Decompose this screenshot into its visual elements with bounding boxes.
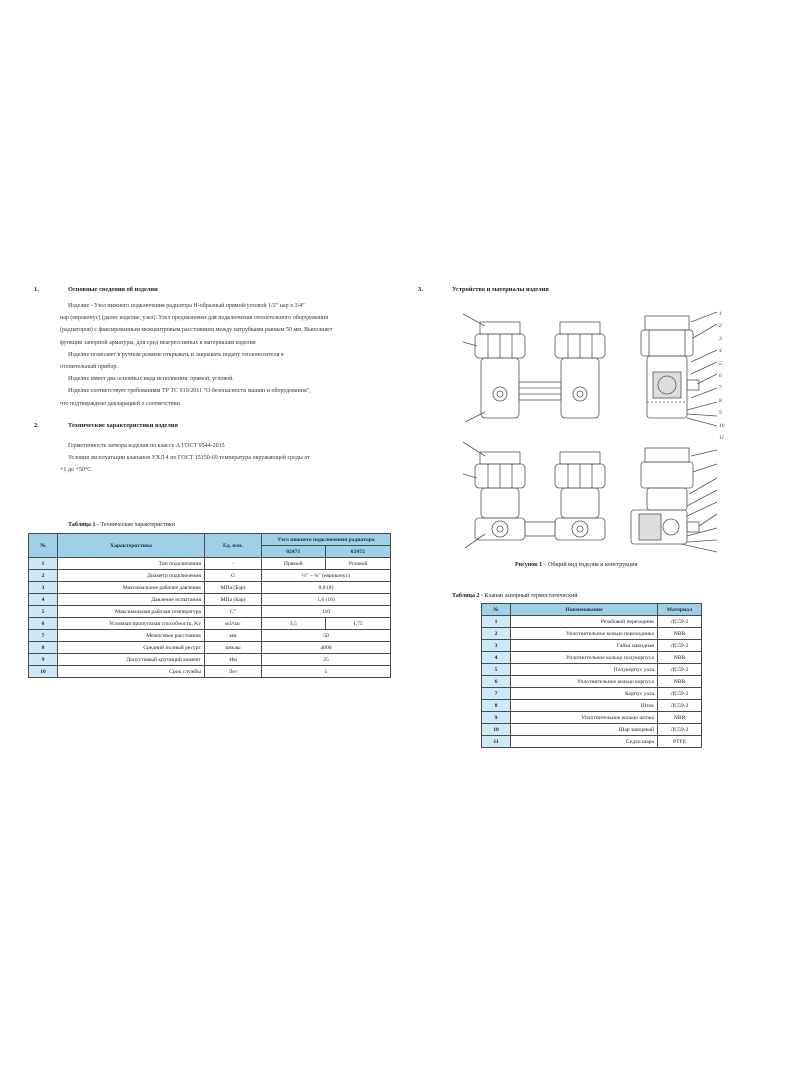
t1-unit: м3/час [205,618,262,630]
figure-label: 1 [719,311,722,317]
section2-text [60,440,390,477]
t2-num: 7 [482,688,511,700]
t2-name: Резьбовой переходник [511,616,658,628]
t1-head-unit: Ед. изм. [205,534,262,558]
s1-line: что подтверждено декларацией о соответствии [60,400,180,407]
t1-name: Условная пропускная способность, Kv [58,618,205,630]
t1-unit: МПа (Бар) [205,582,262,594]
table1-caption-bold: Таблица 1 [68,522,96,528]
t2-material: ЛС59-2 [658,724,702,736]
t1-num: 8 [29,642,58,654]
t1-name: Максимальная рабочая температура [58,606,205,618]
valve-front-top [475,322,605,418]
table-row [29,642,391,654]
table-row [482,688,702,700]
t2-material: NBR [658,676,702,688]
t1-num: 1 [29,558,58,570]
t2-num: 2 [482,628,511,640]
t2-name: Уплотнительное кольцо полукорпуса [511,652,658,664]
table-row [482,736,702,748]
t1-value: 4000 [262,642,391,654]
section1-title: Основные сведения об изделии [68,286,158,293]
t1-unit: G [205,570,262,582]
figure-caption-rest: – Общий вид изделия и конструкция [542,562,638,568]
t1-value: 110 [262,606,391,618]
t1-num: 10 [29,666,58,678]
t1-v2: Угловой [325,558,390,570]
table-row [482,712,702,724]
t1-v1: Прямой [262,558,326,570]
t2-num: 11 [482,736,511,748]
valve-section-bottom [631,448,699,544]
section3-number: 3. [418,286,423,293]
section3-title: Устройство и материалы изделия [452,286,549,293]
t1-head-name: Характеристика [58,534,205,558]
figure-label: 5 [719,360,722,367]
t1-name: Тип подключения [58,558,205,570]
section1-number: 1. [34,286,39,293]
figure-label: 7 [719,385,722,392]
t1-v2: 1,75 [325,618,390,630]
figure-label: 8 [719,397,722,404]
t1-value: 5 [262,666,391,678]
table-row [29,630,391,642]
t2-name: Седло шара [511,736,658,748]
t1-unit: Нм [205,654,262,666]
t2-material: ЛС59-2 [658,688,702,700]
t2-head-name: Наименование [511,604,658,616]
s1-line: Изделие - Узел нижнего подключения радиатора H-образный прямой/угловой 1/2" нар х 3/4" [68,303,305,309]
t1-unit: - [205,558,262,570]
t1-num: 4 [29,594,58,606]
table-row [29,570,391,582]
t1-value: 0,8 (8) [262,582,391,594]
t1-name: Давление испытания [58,594,205,606]
table-materials [481,603,702,748]
t2-material: ЛС59-2 [658,700,702,712]
table-row [482,616,702,628]
figure-label: 4 [719,348,722,355]
t1-name: Диаметр подключения [58,570,205,582]
t2-num: 1 [482,616,511,628]
t1-unit: МПа (Бар) [205,594,262,606]
t2-name: Гайка накидная [511,640,658,652]
table-row [29,582,391,594]
table-row [29,666,391,678]
table-row [482,724,702,736]
table2-caption [452,593,577,599]
table1-caption [68,522,175,528]
t1-head-col1: 02471 [262,546,326,558]
t2-name: Шар запорный [511,724,658,736]
table1-caption-rest: - Технические характеристики [95,522,175,528]
t2-num: 10 [482,724,511,736]
table-row [482,652,702,664]
t2-num: 8 [482,700,511,712]
t2-material: ЛС59-2 [658,664,702,676]
t1-name: Средний полный ресурс [58,642,205,654]
t1-unit: циклы [205,642,262,654]
t1-unit: Лет [205,666,262,678]
t2-name: Шток [511,700,658,712]
figure-label: 9 [719,410,722,417]
t1-name: Допустимый крутящий момент [58,654,205,666]
table-row [29,606,391,618]
t2-name: Уплотнительное кольцо корпуса [511,676,658,688]
section2-title: Технические характеристики изделия [68,422,178,429]
t1-name: Максимальное рабочее давление [58,582,205,594]
t1-num: 6 [29,618,58,630]
t1-value: 25 [262,654,391,666]
table-row [29,594,391,606]
t2-material: ЛС59-2 [658,616,702,628]
figure-label: 6 [719,373,722,380]
table-row [482,676,702,688]
figure-label: 11 [719,435,725,442]
section1-text [60,300,390,410]
table-row [29,654,391,666]
t1-num: 9 [29,654,58,666]
s1-line: Изделие позволяет в ручном режиме открывать и закрывать подачу теплоносителя в [68,351,284,358]
valve-section-top [641,316,699,418]
table-characteristics [28,533,391,678]
table-row [482,628,702,640]
t1-head-col2: 02472 [325,546,390,558]
t2-head-num: № [482,604,511,616]
t2-head-material: Материал [658,604,702,616]
t2-material: ЛС59-2 [658,640,702,652]
figure-label: 10 [719,422,725,429]
table2-caption-rest: - Клапан запорный термостатический [479,593,578,599]
t2-material: NBR [658,652,702,664]
t2-num: 9 [482,712,511,724]
t1-unit: С° [205,606,262,618]
t2-material: NBR [658,628,702,640]
t2-name: Полукорпус узла [511,664,658,676]
t1-unit: мм [205,630,262,642]
table-row [29,558,391,570]
s1-line: (радиаторов) с фиксированным межцентровым расстоянием между патрубками равным 50 мм. Выполняет [60,327,333,334]
t1-num: 3 [29,582,58,594]
table2-caption-bold: Таблица 2 [452,593,480,599]
t2-name: Корпус узла [511,688,658,700]
t1-value: 50 [262,630,391,642]
t2-num: 4 [482,652,511,664]
valve-drawing [455,302,730,562]
table-row [482,700,702,712]
figure-label: 3 [719,335,722,342]
t2-num: 6 [482,676,511,688]
t2-name: Уплотнительное кольцо переходника [511,628,658,640]
table-row [482,640,702,652]
t1-num: 5 [29,606,58,618]
s2-line: +1 до +50°С. [60,467,93,474]
s2-line: Условия эксплуатации клапанов УХЛ 4 по ГОСТ 15150-69 температура окружающей среды от [68,455,310,462]
table-row [29,618,391,630]
t1-name: Срок службы [58,666,205,678]
valve-front-bottom [475,452,605,540]
t1-head-num: № [29,534,58,558]
t1-value: ½" – ¾" (евроконус) [262,570,391,582]
t2-material: NBR [658,712,702,724]
t2-material: PTFE [658,736,702,748]
t1-value: 1,6 (16) [262,594,391,606]
figure-caption-bold: Рисунок 1 [515,562,543,568]
t1-num: 7 [29,630,58,642]
t2-num: 5 [482,664,511,676]
s2-line: Герметичность затвора изделия по классу А ГОСТ 9544-2015 [68,443,225,449]
s1-line: нар (евроконус) (далее изделие, узел). Узел предназначен для подключения отопительного оборудования [60,315,328,322]
s1-line: Изделие имеет два основных вида исполнения: прямой, угловой. [68,376,234,383]
table-row [482,664,702,676]
s1-line: функции запорной арматуры, для сред неагрессивных к материалам изделия [60,339,256,346]
figure-caption [515,562,637,568]
t1-v1: 3,5 [262,618,326,630]
t2-name: Уплотнительное кольцо штока [511,712,658,724]
t1-num: 2 [29,570,58,582]
t1-head-group: Узел нижнего подключения радиатора [262,534,391,546]
t2-num: 3 [482,640,511,652]
t1-name: Межосевое расстояние [58,630,205,642]
s1-line: отопительный прибор. [60,364,118,371]
figure-label: 2 [719,323,722,330]
s1-line: Изделие соответствует требованиям ТР ТС 010/2011 "О безопасности машин и оборудования", [68,388,311,395]
section2-number: 2. [34,422,39,429]
